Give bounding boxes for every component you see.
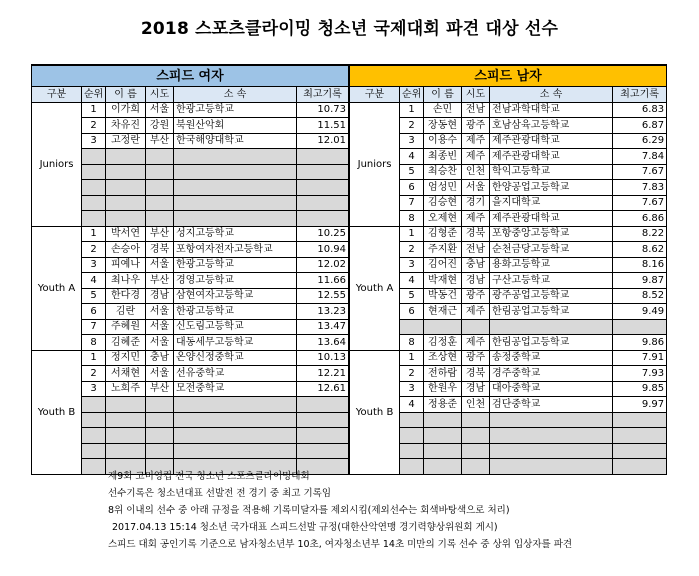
record-cell: [613, 443, 667, 459]
section-title: 스피드 남자: [350, 66, 667, 87]
affiliation-cell: 북원산악회: [174, 118, 297, 134]
notes: [108, 468, 572, 553]
region-cell: 제주: [462, 133, 490, 149]
rank-cell: 3: [82, 381, 106, 397]
rank-cell: 8: [400, 211, 424, 227]
rank-cell: 2: [400, 118, 424, 134]
region-cell: 서울: [146, 102, 174, 118]
region-cell: [146, 211, 174, 227]
name-cell: 현재근: [424, 304, 462, 320]
rank-cell: 6: [400, 180, 424, 196]
affiliation-cell: 제주관광대학교: [490, 133, 613, 149]
affiliation-cell: 제주관광대학교: [490, 211, 613, 227]
rank-cell: 6: [82, 304, 106, 320]
region-cell: [146, 412, 174, 428]
affiliation-cell: 한광고등학교: [174, 304, 297, 320]
affiliation-cell: [174, 412, 297, 428]
affiliation-cell: [490, 319, 613, 335]
record-cell: [297, 397, 349, 413]
affiliation-cell: 모전중학교: [174, 381, 297, 397]
rank-cell: 1: [82, 226, 106, 242]
name-cell: 전하람: [424, 366, 462, 382]
region-cell: 부산: [146, 273, 174, 289]
affiliation-cell: [490, 428, 613, 444]
column-header: 시도: [462, 87, 490, 103]
region-cell: 서울: [146, 335, 174, 351]
rank-cell: 3: [82, 133, 106, 149]
region-cell: 경기: [462, 195, 490, 211]
column-header-row: [32, 87, 349, 103]
name-cell: 박재현: [424, 273, 462, 289]
record-cell: 7.67: [613, 195, 667, 211]
record-cell: 13.23: [297, 304, 349, 320]
name-cell: 김형준: [424, 226, 462, 242]
name-cell: 김란: [106, 304, 146, 320]
name-cell: 손민: [424, 102, 462, 118]
region-cell: 제주: [462, 335, 490, 351]
region-cell: 전남: [462, 242, 490, 258]
note-line: 선수기록은 청소년대표 선발전 전 경기 중 최고 기록임: [108, 488, 332, 499]
affiliation-cell: [174, 428, 297, 444]
record-cell: 12.01: [297, 133, 349, 149]
name-cell: [106, 164, 146, 180]
region-cell: 서울: [146, 304, 174, 320]
record-cell: 10.73: [297, 102, 349, 118]
region-cell: 인천: [462, 164, 490, 180]
record-cell: 8.22: [613, 226, 667, 242]
rank-cell: 8: [82, 335, 106, 351]
record-cell: [297, 428, 349, 444]
rank-cell: [82, 195, 106, 211]
record-cell: 6.83: [613, 102, 667, 118]
region-cell: 경북: [146, 242, 174, 258]
rank-cell: [82, 443, 106, 459]
region-cell: 서울: [146, 319, 174, 335]
affiliation-cell: 경영고등학교: [174, 273, 297, 289]
region-cell: 제주: [462, 211, 490, 227]
rank-cell: 1: [400, 226, 424, 242]
affiliation-cell: [174, 443, 297, 459]
rank-cell: 1: [400, 102, 424, 118]
record-cell: 8.62: [613, 242, 667, 258]
affiliation-cell: [174, 195, 297, 211]
name-cell: 김승현: [424, 195, 462, 211]
affiliation-cell: 한광고등학교: [174, 257, 297, 273]
affiliation-cell: 광주공업고등학교: [490, 288, 613, 304]
region-cell: [146, 149, 174, 165]
name-cell: [106, 180, 146, 196]
name-cell: 조상현: [424, 350, 462, 366]
group-label: Juniors: [350, 102, 400, 226]
table-row: [350, 226, 667, 242]
affiliation-cell: [174, 164, 297, 180]
affiliation-cell: 선유중학교: [174, 366, 297, 382]
name-cell: 차유진: [106, 118, 146, 134]
name-cell: [106, 397, 146, 413]
region-cell: [146, 195, 174, 211]
record-cell: 6.87: [613, 118, 667, 134]
name-cell: 김혜준: [106, 335, 146, 351]
region-cell: 경북: [462, 366, 490, 382]
rank-cell: [82, 180, 106, 196]
affiliation-cell: 성지고등학교: [174, 226, 297, 242]
region-cell: [146, 180, 174, 196]
record-cell: 9.86: [613, 335, 667, 351]
region-cell: [462, 443, 490, 459]
column-header: 구분: [350, 87, 400, 103]
rank-cell: 5: [400, 288, 424, 304]
column-header: 순위: [82, 87, 106, 103]
affiliation-cell: [174, 180, 297, 196]
results-tables: [31, 64, 667, 459]
rank-cell: 2: [82, 118, 106, 134]
record-cell: [297, 149, 349, 165]
name-cell: [106, 211, 146, 227]
name-cell: [424, 428, 462, 444]
record-cell: 7.67: [613, 164, 667, 180]
rank-cell: 7: [400, 195, 424, 211]
rank-cell: 6: [400, 304, 424, 320]
record-cell: 7.84: [613, 149, 667, 165]
section-header-row: [32, 66, 349, 87]
region-cell: 인천: [462, 397, 490, 413]
rank-cell: 3: [400, 133, 424, 149]
record-cell: 6.29: [613, 133, 667, 149]
name-cell: 주혜원: [106, 319, 146, 335]
record-cell: [297, 211, 349, 227]
record-cell: 9.85: [613, 381, 667, 397]
name-cell: 이가희: [106, 102, 146, 118]
table-row: [32, 350, 349, 366]
affiliation-cell: 학익고등학교: [490, 164, 613, 180]
rank-cell: 2: [82, 366, 106, 382]
name-cell: 최승찬: [424, 164, 462, 180]
rank-cell: [82, 397, 106, 413]
affiliation-cell: 한국해양대학교: [174, 133, 297, 149]
region-cell: 충남: [462, 257, 490, 273]
name-cell: 손승아: [106, 242, 146, 258]
affiliation-cell: 전남과학대학교: [490, 102, 613, 118]
affiliation-cell: [174, 211, 297, 227]
region-cell: 서울: [146, 257, 174, 273]
rank-cell: 5: [400, 164, 424, 180]
affiliation-cell: 제주관광대학교: [490, 149, 613, 165]
affiliation-cell: 한광고등학교: [174, 102, 297, 118]
name-cell: [424, 443, 462, 459]
name-cell: 장동현: [424, 118, 462, 134]
rank-cell: [82, 164, 106, 180]
table-row: [350, 102, 667, 118]
rank-cell: [82, 211, 106, 227]
affiliation-cell: 순천금당고등학교: [490, 242, 613, 258]
note-line: 스피드 대회 공인기록 기준으로 남자청소년부 10초, 여자청소년부 14초 미만의 기록 선수 중 상위 입상자를 파견: [108, 539, 573, 550]
region-cell: 경남: [462, 381, 490, 397]
name-cell: 한다경: [106, 288, 146, 304]
region-cell: 광주: [462, 350, 490, 366]
region-cell: [146, 428, 174, 444]
rank-cell: 4: [400, 273, 424, 289]
table-row: [32, 102, 349, 118]
name-cell: 서채현: [106, 366, 146, 382]
column-header: 최고기록: [297, 87, 349, 103]
record-cell: 11.66: [297, 273, 349, 289]
group-label: Youth A: [32, 226, 82, 350]
affiliation-cell: 한림공업고등학교: [490, 304, 613, 320]
record-cell: 12.02: [297, 257, 349, 273]
name-cell: [106, 149, 146, 165]
column-header: 구분: [32, 87, 82, 103]
record-cell: 13.64: [297, 335, 349, 351]
column-header: 최고기록: [613, 87, 667, 103]
rank-cell: [400, 412, 424, 428]
record-cell: 12.21: [297, 366, 349, 382]
affiliation-cell: 경주중학교: [490, 366, 613, 382]
record-cell: 10.94: [297, 242, 349, 258]
column-header: 소 속: [174, 87, 297, 103]
rank-cell: 8: [400, 335, 424, 351]
column-header: 순위: [400, 87, 424, 103]
affiliation-cell: 구산고등학교: [490, 273, 613, 289]
affiliation-cell: 한림공업고등학교: [490, 335, 613, 351]
record-cell: [613, 459, 667, 475]
affiliation-cell: 포항중앙고등학교: [490, 226, 613, 242]
affiliation-cell: 온양신정중학교: [174, 350, 297, 366]
rank-cell: [82, 459, 106, 475]
column-header: 시도: [146, 87, 174, 103]
record-cell: [613, 319, 667, 335]
women-speed-table: [31, 65, 349, 475]
name-cell: 최종빈: [424, 149, 462, 165]
name-cell: 한원우: [424, 381, 462, 397]
name-cell: [106, 443, 146, 459]
rank-cell: 7: [82, 319, 106, 335]
record-cell: 10.13: [297, 350, 349, 366]
record-cell: 13.47: [297, 319, 349, 335]
region-cell: 부산: [146, 226, 174, 242]
name-cell: [424, 412, 462, 428]
region-cell: [462, 428, 490, 444]
group-label: Youth B: [350, 350, 400, 474]
name-cell: [106, 428, 146, 444]
record-cell: [297, 443, 349, 459]
rank-cell: 2: [82, 242, 106, 258]
name-cell: 피예나: [106, 257, 146, 273]
record-cell: [297, 412, 349, 428]
group-label: Juniors: [32, 102, 82, 226]
column-header: 이 름: [106, 87, 146, 103]
rank-cell: [82, 412, 106, 428]
rank-cell: 4: [400, 149, 424, 165]
affiliation-cell: 을지대학교: [490, 195, 613, 211]
rank-cell: 2: [400, 366, 424, 382]
record-cell: [297, 195, 349, 211]
record-cell: 7.91: [613, 350, 667, 366]
record-cell: 7.83: [613, 180, 667, 196]
name-cell: [424, 319, 462, 335]
record-cell: 9.49: [613, 304, 667, 320]
region-cell: 부산: [146, 133, 174, 149]
page-title: 2018 스포츠클라이밍 청소년 국제대회 파견 대상 선수: [140, 19, 559, 39]
region-cell: 충남: [146, 350, 174, 366]
note-line: 8위 이내의 선수 중 아래 규정을 적용해 기록미달자를 제외시킴(제외선수는 회색바탕색으로 처리): [108, 505, 510, 516]
name-cell: 고정란: [106, 133, 146, 149]
rank-cell: 1: [82, 350, 106, 366]
rank-cell: 4: [400, 397, 424, 413]
name-cell: 엄성민: [424, 180, 462, 196]
note-line: 제9회 고미영컵 전국 청소년 스포츠클라이밍대회: [108, 471, 310, 482]
rank-cell: [400, 319, 424, 335]
region-cell: [462, 412, 490, 428]
men-speed-table: [349, 65, 667, 475]
region-cell: 강원: [146, 118, 174, 134]
section-title: 스피드 여자: [32, 66, 349, 87]
region-cell: 제주: [462, 304, 490, 320]
region-cell: 서울: [146, 366, 174, 382]
affiliation-cell: 신도림고등학교: [174, 319, 297, 335]
rank-cell: 4: [82, 273, 106, 289]
region-cell: 경남: [462, 273, 490, 289]
affiliation-cell: [174, 149, 297, 165]
record-cell: 12.55: [297, 288, 349, 304]
affiliation-cell: 한양공업고등학교: [490, 180, 613, 196]
record-cell: 6.86: [613, 211, 667, 227]
section-header-row: [350, 66, 667, 87]
record-cell: 10.25: [297, 226, 349, 242]
note-line: 2017.04.13 15:14 청소년 국가대표 스피드선발 규정(대한산악연맹 경기력향상위원회 게시): [112, 522, 498, 533]
affiliation-cell: [490, 443, 613, 459]
name-cell: 김정훈: [424, 335, 462, 351]
name-cell: [106, 195, 146, 211]
affiliation-cell: [490, 412, 613, 428]
rank-cell: 3: [82, 257, 106, 273]
affiliation-cell: 포항여자전자고등학교: [174, 242, 297, 258]
affiliation-cell: 용화고등학교: [490, 257, 613, 273]
affiliation-cell: 대아중학교: [490, 381, 613, 397]
record-cell: 9.97: [613, 397, 667, 413]
record-cell: 8.52: [613, 288, 667, 304]
record-cell: 9.87: [613, 273, 667, 289]
column-header: 이 름: [424, 87, 462, 103]
affiliation-cell: 송정중학교: [490, 350, 613, 366]
region-cell: 경북: [462, 226, 490, 242]
name-cell: 오제현: [424, 211, 462, 227]
affiliation-cell: 삼현여자고등학교: [174, 288, 297, 304]
rank-cell: [82, 149, 106, 165]
name-cell: [106, 412, 146, 428]
region-cell: [146, 443, 174, 459]
name-cell: 박동건: [424, 288, 462, 304]
name-cell: 주지환: [424, 242, 462, 258]
group-label: Youth A: [350, 226, 400, 350]
record-cell: [297, 180, 349, 196]
region-cell: 부산: [146, 381, 174, 397]
affiliation-cell: 대동세무고등학교: [174, 335, 297, 351]
region-cell: [146, 397, 174, 413]
rank-cell: [400, 428, 424, 444]
name-cell: 박서연: [106, 226, 146, 242]
column-header: 소 속: [490, 87, 613, 103]
name-cell: 김어진: [424, 257, 462, 273]
name-cell: 노희주: [106, 381, 146, 397]
record-cell: [613, 412, 667, 428]
name-cell: 최나우: [106, 273, 146, 289]
affiliation-cell: 검단중학교: [490, 397, 613, 413]
record-cell: [297, 164, 349, 180]
rank-cell: 3: [400, 381, 424, 397]
affiliation-cell: 호남삼육고등학교: [490, 118, 613, 134]
rank-cell: 2: [400, 242, 424, 258]
region-cell: [146, 164, 174, 180]
rank-cell: 1: [400, 350, 424, 366]
rank-cell: [82, 428, 106, 444]
group-label: Youth B: [32, 350, 82, 474]
name-cell: 이용수: [424, 133, 462, 149]
region-cell: 전남: [462, 102, 490, 118]
table-row: [32, 226, 349, 242]
record-cell: 12.61: [297, 381, 349, 397]
record-cell: [613, 428, 667, 444]
name-cell: 정지민: [106, 350, 146, 366]
region-cell: 제주: [462, 149, 490, 165]
rank-cell: 1: [82, 102, 106, 118]
table-row: [350, 350, 667, 366]
region-cell: 광주: [462, 118, 490, 134]
record-cell: 11.51: [297, 118, 349, 134]
rank-cell: [400, 443, 424, 459]
region-cell: 광주: [462, 288, 490, 304]
region-cell: 경남: [146, 288, 174, 304]
name-cell: 정용준: [424, 397, 462, 413]
rank-cell: 3: [400, 257, 424, 273]
record-cell: 8.16: [613, 257, 667, 273]
region-cell: [462, 319, 490, 335]
affiliation-cell: [174, 397, 297, 413]
region-cell: 서울: [462, 180, 490, 196]
record-cell: 7.93: [613, 366, 667, 382]
column-header-row: [350, 87, 667, 103]
rank-cell: 5: [82, 288, 106, 304]
